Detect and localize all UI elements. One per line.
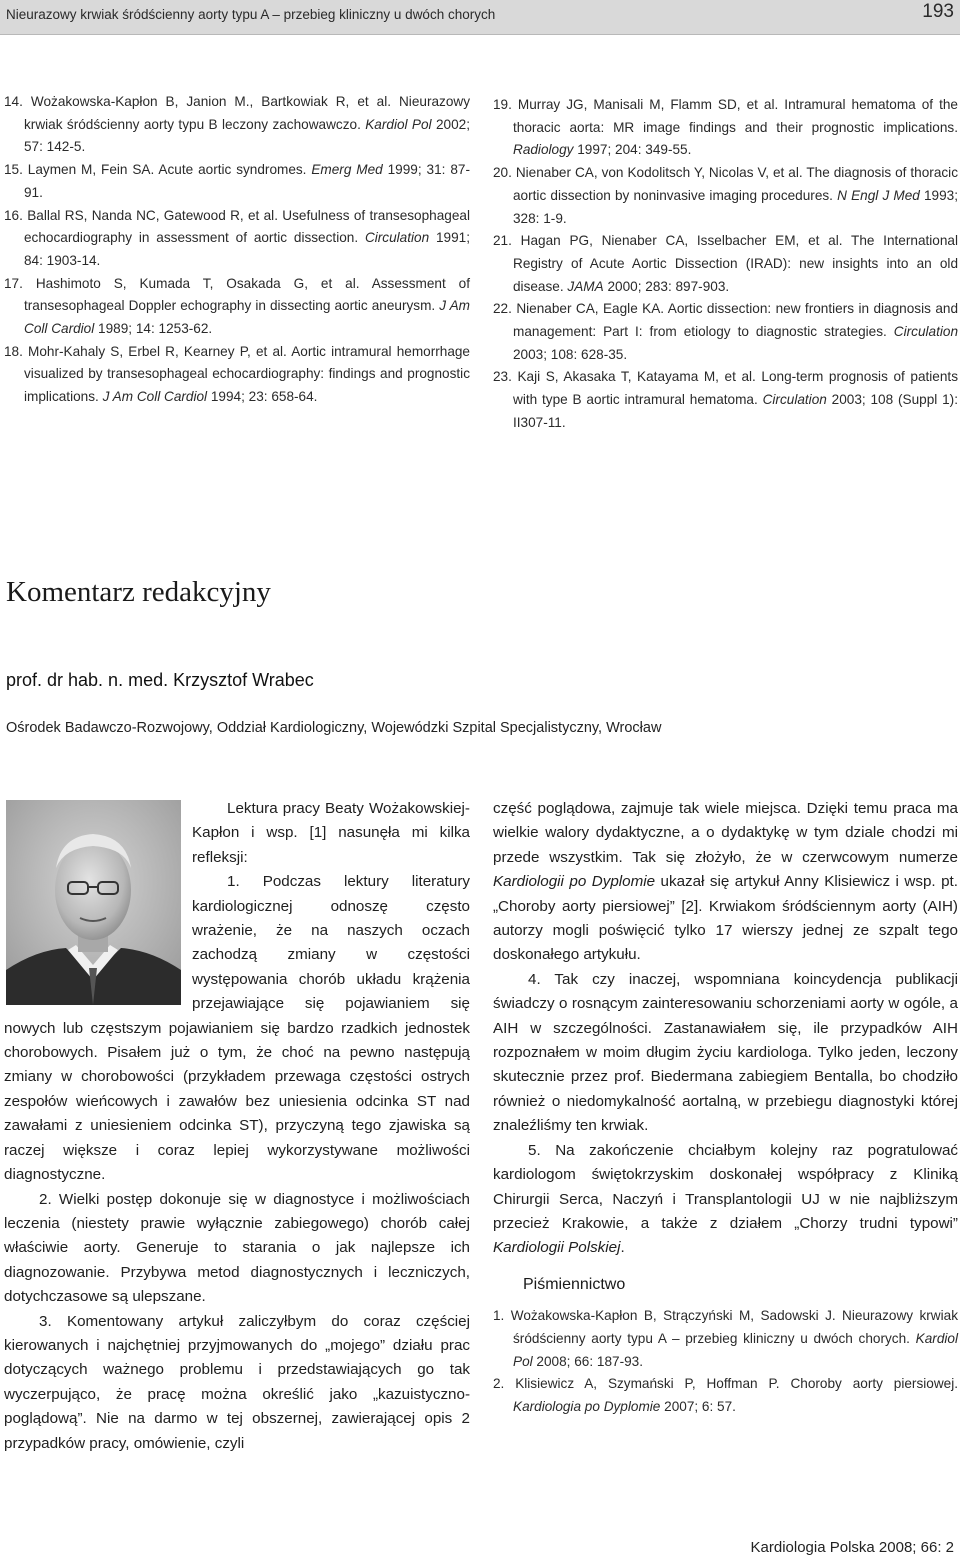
paragraph: 1. Podczas lektury literatury kardiologicznej odnoszę często wrażenie, że na naszych oczach zachodzą zmiany w częstości występowania chorób układu krążenia przejawiające się pojawianiem się nowych lub częstszym pojawianiem się bardzo rzadkich jednostek chorobowych. Pisałem już o tym, że choć na pewno następują zmiany w chorobowości (przykładem przewaga częstości ostrych zespołów wieńcowych i zawałów bez uniesienia odcinka ST nad zawałami z uniesieniem odcinka ST), przyczyną tego zjawiska są raczej większe i coraz lepiej wykorzystywane możliwości diagnostyczne. bbox=[4, 873, 470, 1184]
reference-item: 23. Kaji S, Akasaka T, Katayama M, et al. Long-term prognosis of patients with type B aortic intramural hematoma. Circulation 2003; 108 (Suppl 1): II307-11. bbox=[493, 369, 958, 430]
references-heading: Piśmiennictwo bbox=[523, 1275, 626, 1293]
commentary-column-left bbox=[4, 797, 470, 1456]
commentary-column-right bbox=[493, 797, 958, 1419]
section-title: Komentarz redakcyjny bbox=[6, 576, 271, 608]
paragraph: 2. Wielki postęp dokonuje się w diagnostyce i możliwościach leczenia (niestety prawie wyłącznie zabiegowego) chorób całej właściwie aorty. Generuje to starania o jak najlepsze ich diagnozowanie. Przybywa metod diagnostycznych i leczniczych, dotychczasowe są ulepszane. bbox=[4, 1190, 470, 1306]
author-name: prof. dr hab. n. med. Krzysztof Wrabec bbox=[6, 670, 314, 690]
references-list bbox=[493, 1305, 958, 1419]
paragraph: część poglądowa, zajmuje tak wiele miejsca. Dzięki temu praca ma wielkie walory dydaktyczne, a o dydaktykę w tym dziale chodzi mi przede wszystkim. Tak się złożyło, że w czerwcowym numerze Kardiologii po Dyplomie ukazał się artykuł Anny Klisiewicz i wsp. pt. „Choroby aorty piersiowej” [2]. Krwiakom śródściennym aorty (AIH) autorzy mogli poświęcić tylko 17 wierszy jednej ze szpalt tego doskonałego artykułu. bbox=[493, 800, 958, 964]
reference-item: 18. Mohr-Kahaly S, Erbel R, Kearney P, et al. Aortic intramural hemorrhage visualized by transesophageal echocardiography: findings and prognostic implications. J Am Coll Cardiol 1994; 23: 658-64. bbox=[4, 343, 470, 405]
paragraph: 3. Komentowany artykuł zaliczyłbym do coraz częściej kierowanych i najchętniej przyjmowanych do „mojego” działu prac dotyczących ważnego problemu i przedstawiających go tak wyczerpująco, że pracę można określić jako „kazuistyczno-poglądową”. Nie na darmo w tej obszernej, zawierającej opis 2 przypadków pracy, omówienie, czyli bbox=[4, 1312, 470, 1452]
reference-list-left bbox=[4, 91, 470, 409]
reference-item: 20. Nienaber CA, von Kodolitsch Y, Nicolas V, et al. The diagnosis of thoracic aortic dissection by noninvasive imaging procedures. N Engl J Med 1993; 328: 1-9. bbox=[493, 165, 959, 226]
paragraph: 4. Tak czy inaczej, wspomniana koincydencja publikacji świadczy o rosnącym zainteresowaniu schorzeniami aorty w ogóle, a AIH w szczególności. Zastanawiałem się, ile przypadków AIH rozpoznałem w moim długim życiu kardiologa. Tylko jeden, leczony skutecznie przez prof. Biedermana zabiegiem Bentalla, bo chodziło również o niedomykalność aortalną, w przebiegu diagnostyki której znaleźliśmy ten krwiak. bbox=[493, 970, 958, 1135]
paragraph: 5. Na zakończenie chciałbym kolejny raz pogratulować kardiologom świętokrzyskim doskonałej współpracy z Kliniką Chirurgii Serca, Naczyń i Transplantologii UJ w nie najbliższym przecież Krakowie, a także z działem „Chorzy trudni typowi” Kardiologii Polskiej. bbox=[493, 1141, 958, 1257]
reference-item: 2. Klisiewicz A, Szymański P, Hoffman P. Choroby aorty piersiowej. Kardiologia po Dyplomie 2007; 6: 57. bbox=[493, 1376, 958, 1414]
page-number: 193 bbox=[922, 1, 954, 22]
reference-item: 21. Hagan PG, Nienaber CA, Isselbacher EM, et al. The International Registry of Acute Aortic Dissection (IRAD): new insights into an old disease. JAMA 2000; 283: 897-903. bbox=[493, 233, 958, 294]
reference-list-right bbox=[493, 94, 958, 435]
reference-item: 17. Hashimoto S, Kumada T, Osakada G, et al. Assessment of transesophageal Doppler echography in dissecting aortic aneurysm. J Am Coll Cardiol 1989; 14: 1253-62. bbox=[4, 275, 470, 337]
reference-item: 15. Laymen M, Fein SA. Acute aortic syndromes. Emerg Med 1999; 31: 87-91. bbox=[4, 162, 470, 200]
reference-item: 1. Wożakowska-Kapłon B, Strączyński M, Sadowski J. Nieurazowy krwiak śródścienny aorty typu A – przebieg kliniczny u dwóch chorych. Kardiol Pol 2008; 66: 187-93. bbox=[493, 1308, 958, 1369]
author-affiliation: Ośrodek Badawczo-Rozwojowy, Oddział Kardiologiczny, Wojewódzki Szpital Specjalistyczny, Wrocław bbox=[6, 720, 662, 736]
reference-item: 16. Ballal RS, Nanda NC, Gatewood R, et al. Usefulness of transesophageal echocardiography in assessment of aortic dissection. Circulation 1991; 84: 1903-14. bbox=[4, 207, 470, 268]
reference-item: 22. Nienaber CA, Eagle KA. Aortic dissection: new frontiers in diagnosis and management: Part I: from etiology to diagnostic strategies. Circulation 2003; 108: 628-35. bbox=[493, 301, 958, 362]
paragraph: Lektura pracy Beaty Wożakowskiej-Kapłon i wsp. [1] nasunęła mi kilka refleksji: bbox=[192, 800, 470, 866]
reference-item: 19. Murray JG, Manisali M, Flamm SD, et al. Intramural hematoma of the thoracic aorta: MR image findings and their prognostic implications. Radiology 1997; 204: 349-55. bbox=[493, 97, 958, 158]
running-title: Nieurazowy krwiak śródścienny aorty typu A – przebieg kliniczny u dwóch chorych bbox=[6, 7, 496, 22]
reference-item: 14. Wożakowska-Kapłon B, Janion M., Bartkowiak R, et al. Nieurazowy krwiak śródścienny aorty typu B leczony zachowawczo. Kardiol Pol 2002; 57: 142-5. bbox=[4, 94, 470, 155]
journal-footer: Kardiologia Polska 2008; 66: 2 bbox=[750, 1539, 954, 1556]
